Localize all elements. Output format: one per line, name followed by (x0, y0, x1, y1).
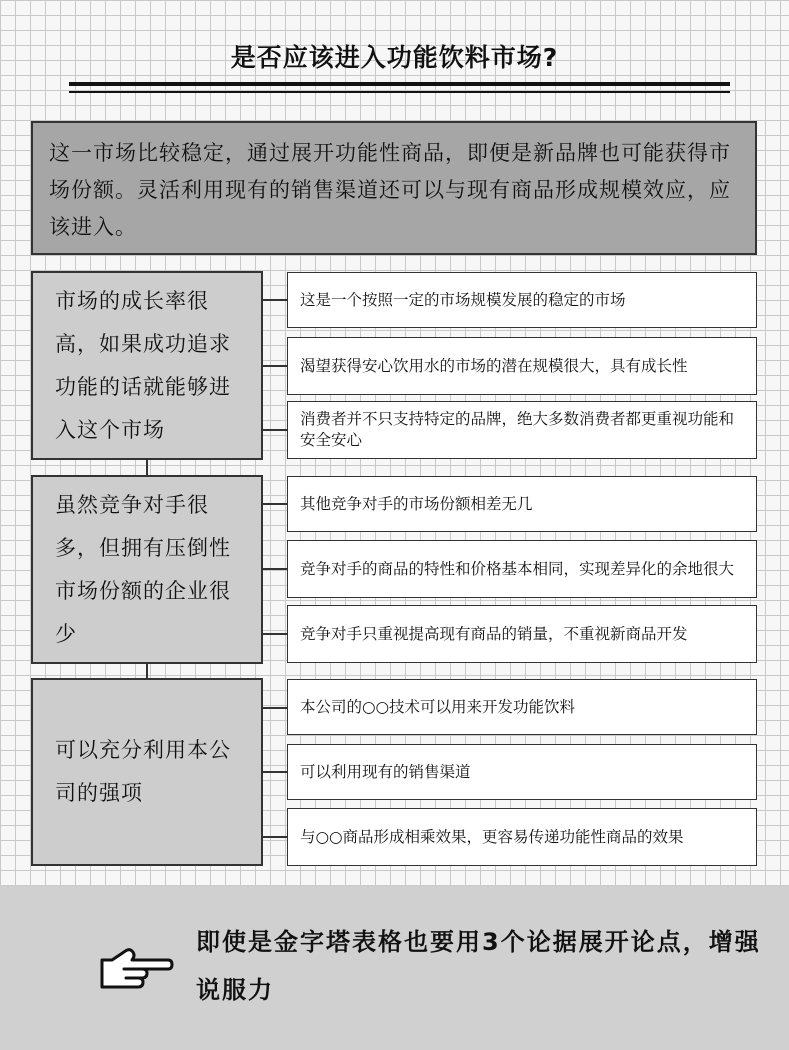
evidence-text-2-3: 竞争对手只重视提高现有商品的销量，不重视新商品开发 (300, 624, 688, 643)
evidence-box-3-2 (287, 744, 757, 800)
connector-2-2 (263, 568, 287, 570)
pointing-hand-icon (98, 946, 174, 992)
connector-1-2 (263, 365, 287, 367)
title-underline-thin (69, 91, 730, 93)
evidence-box-1-2 (287, 337, 757, 395)
connector-1-3 (263, 429, 287, 431)
evidence-text-3-2: 可以利用现有的销售渠道 (300, 762, 471, 781)
reason-text-2: 虽然竞争对手很多，但拥有压倒性市场份额的企业很少 (55, 492, 231, 646)
evidence-text-2-2: 竞争对手的商品的特性和价格基本相同，实现差异化的余地很大 (300, 559, 735, 578)
tip-panel (0, 886, 789, 1050)
connector-2-1 (263, 503, 287, 505)
connector-3-1 (263, 707, 287, 709)
reason-box-2 (31, 475, 263, 664)
evidence-box-1-1 (287, 272, 757, 328)
evidence-box-2-2 (287, 540, 757, 598)
evidence-text-1-3: 消费者并不只支持特定的品牌，绝大多数消费者都更重视功能和安全安心 (300, 410, 735, 449)
connector-3-2 (263, 771, 287, 773)
tip-text: 即使是金字塔表格也要用3个论据展开论点，增强说服力 (196, 928, 761, 1004)
evidence-box-1-3 (287, 401, 757, 459)
evidence-box-2-3 (287, 605, 757, 663)
connector-vertical-1 (146, 460, 148, 475)
evidence-text-3-3: 与○○商品形成相乘效果，更容易传递功能性商品的效果 (300, 827, 684, 846)
evidence-box-3-3 (287, 808, 757, 866)
evidence-text-1-2: 渴望获得安心饮用水的市场的潜在规模很大，具有成长性 (300, 356, 688, 375)
evidence-text-2-1: 其他竞争对手的市场份额相差无几 (300, 494, 533, 513)
connector-3-3 (263, 836, 287, 838)
conclusion-box: 这一市场比较稳定，通过展开功能性商品，即便是新品牌也可能获得市场份额。灵活利用现有的销售渠道还可以与现有商品形成规模效应，应该进入。 (31, 121, 757, 255)
connector-vertical-2 (146, 664, 148, 678)
evidence-text-1-1: 这是一个按照一定的市场规模发展的稳定的市场 (300, 290, 626, 309)
page-title: 是否应该进入功能饮料市场? (230, 43, 559, 72)
reason-text-1: 市场的成长率很高，如果成功追求功能的话就能够进入这个市场 (55, 288, 231, 442)
reason-text-3: 可以充分利用本公司的强项 (55, 738, 231, 805)
reason-box-1 (31, 271, 263, 460)
evidence-box-2-1 (287, 476, 757, 532)
connector-2-3 (263, 633, 287, 635)
title-underline-thick (69, 82, 730, 86)
evidence-text-3-1: 本公司的○○技术可以用来开发功能饮料 (300, 697, 576, 716)
evidence-box-3-1 (287, 679, 757, 735)
reason-box-3 (31, 678, 263, 866)
connector-1-1 (263, 299, 287, 301)
